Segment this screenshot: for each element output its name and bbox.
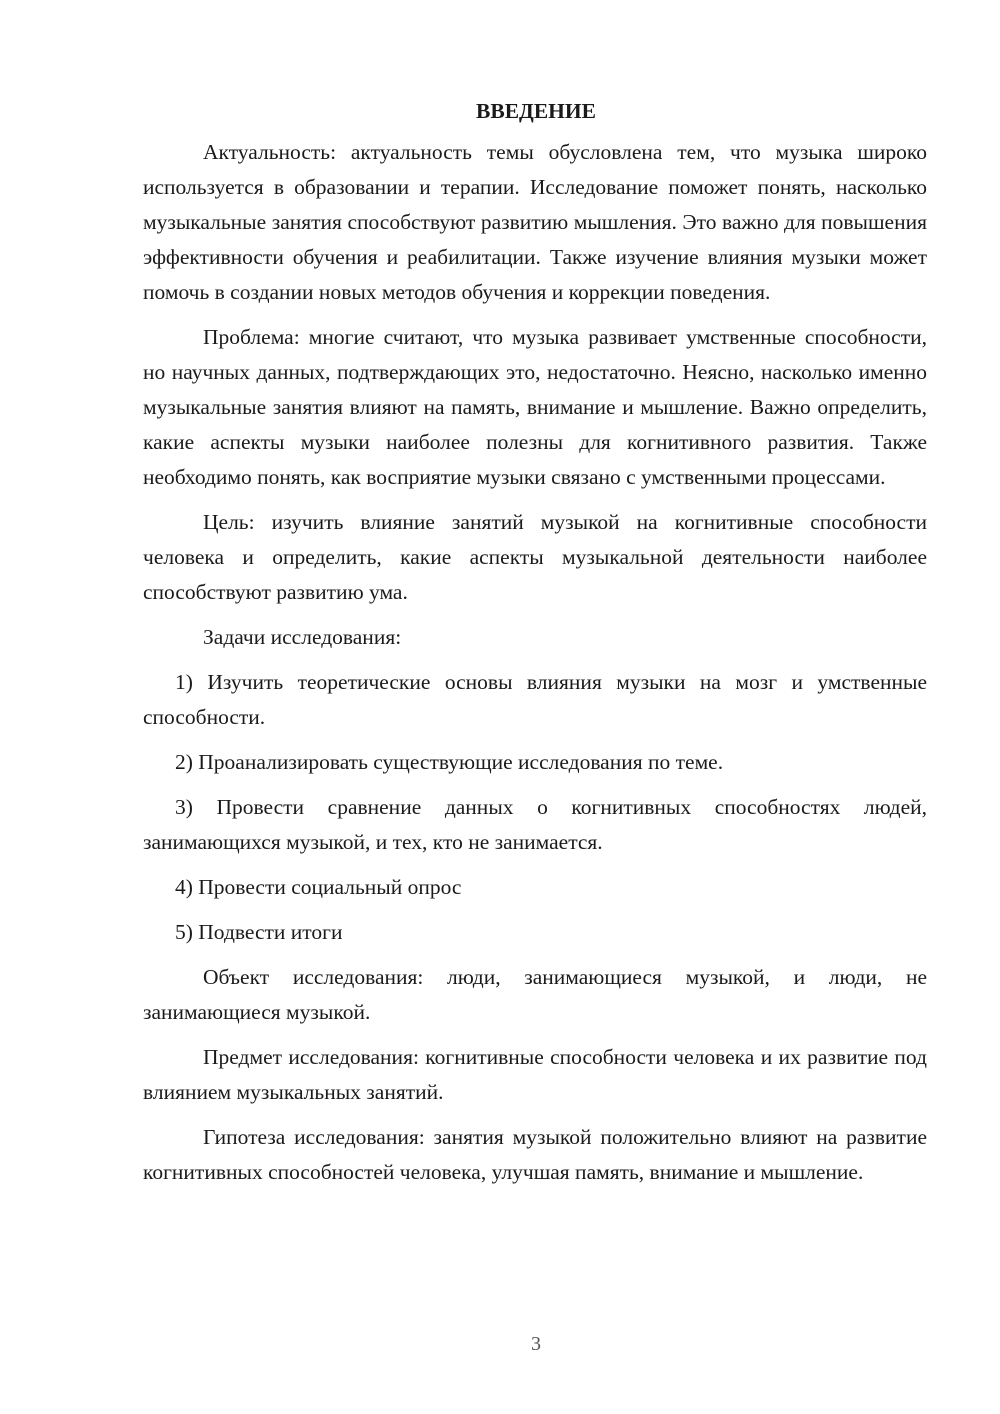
paragraph-problem: Проблема: многие считают, что музыка развивает умственные способности, но научных данных, подтверждающих это, недостаточно. Неясно, насколько именно музыкальные занятия влияют на память, внимание и мышление. Важно определить, какие аспекты музыки наиболее полезны для когнитивного развития. Также необходимо понять, как восприятие музыки связано с умственными процессами.	[143, 325, 927, 489]
list-item: 1) Изучить теоретические основы влияния музыки на мозг и умственные способности.	[143, 670, 927, 729]
list-item: 4) Провести социальный опрос	[175, 875, 462, 899]
list-item: 2) Проанализировать существующие исследования по теме.	[175, 750, 724, 774]
page-number: 3	[531, 1333, 541, 1355]
list-item: 3) Провести сравнение данных о когнитивных способностях людей, занимающихся музыкой, и тех, кто не занимается.	[143, 795, 927, 854]
paragraph-goal: Цель: изучить влияние занятий музыкой на когнитивные способности человека и определить, какие аспекты музыкальной деятельности наиболее способствуют развитию ума.	[143, 510, 927, 604]
page-title: ВВЕДЕНИЕ	[476, 99, 596, 123]
paragraph-subject: Предмет исследования: когнитивные способности человека и их развитие под влиянием музыкальных занятий.	[143, 1045, 927, 1104]
paragraph-object: Объект исследования: люди, занимающиеся музыкой, и люди, не занимающиеся музыкой.	[143, 965, 927, 1024]
list-item: 5) Подвести итоги	[175, 920, 343, 944]
paragraph-hypothesis: Гипотеза исследования: занятия музыкой положительно влияют на развитие когнитивных способностей человека, улучшая память, внимание и мышление.	[143, 1125, 927, 1184]
paragraph-relevance: Актуальность: актуальность темы обусловлена тем, что музыка широко используется в образовании и терапии. Исследование поможет понять, насколько музыкальные занятия способствуют развитию мышления. Это важно для повышения эффективности обучения и реабилитации. Также изучение влияния музыки может помочь в создании новых методов обучения и коррекции поведения.	[143, 140, 927, 304]
paragraph-tasks-heading: Задачи исследования:	[203, 625, 402, 649]
page-content	[143, 96, 927, 1200]
